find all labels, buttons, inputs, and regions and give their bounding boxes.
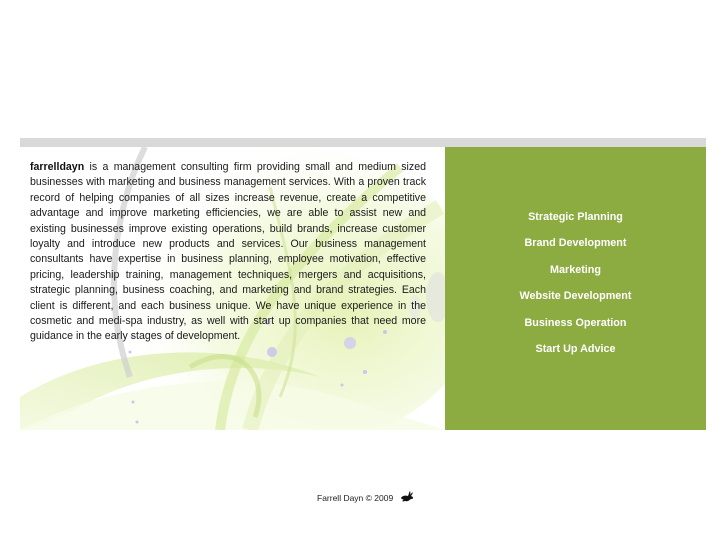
marketing-link[interactable]: Marketing [550,263,601,276]
intro-body: is a management consulting firm providing small and medium sized businesses with marketing and business management services. With a proven track record of helping companies of all sizes increase revenue, create a competitive advantage and improve marketing efficiencies, we are able to assist new and existing businesses improve existing operations, build brands, increase customer loyalty and introduce new products and services. Our business management consultants have expertise in business planning, employee motivation, effective pricing, leadership training, management techniques, mergers and acquisitions, strategic planning, business coaching, and marketing and brand strategies. Each client is different, and each business unique. We have unique experience in the cosmetic and medi-spa industry, as well with start up companies that need more guidance in the early stages of development. [30,161,426,343]
brand-development-link[interactable]: Brand Development [524,237,627,250]
brand-name: farrelldayn [30,161,85,173]
menu-item-start-up-advice [445,339,706,365]
intro-paragraph [30,160,426,345]
footer-content [317,490,414,503]
menu-item-marketing [445,260,706,286]
rabbit-icon [400,490,414,502]
services-menu [445,207,706,365]
strategic-planning-link[interactable]: Strategic Planning [528,211,623,223]
menu-item-business-operation [445,313,706,339]
intro-section [20,147,445,430]
website-development-link[interactable]: Website Development [519,290,632,303]
copyright-text: Farrell Dayn © 2009 [317,493,394,503]
business-operation-link[interactable]: Business Operation [524,316,627,329]
services-panel [445,147,706,430]
menu-item-strategic-planning [445,207,706,233]
menu-item-website-development [445,286,706,312]
menu-item-brand-development [445,233,706,259]
top-divider-bar [20,138,706,147]
start-up-advice-link[interactable]: Start Up Advice [535,342,616,355]
